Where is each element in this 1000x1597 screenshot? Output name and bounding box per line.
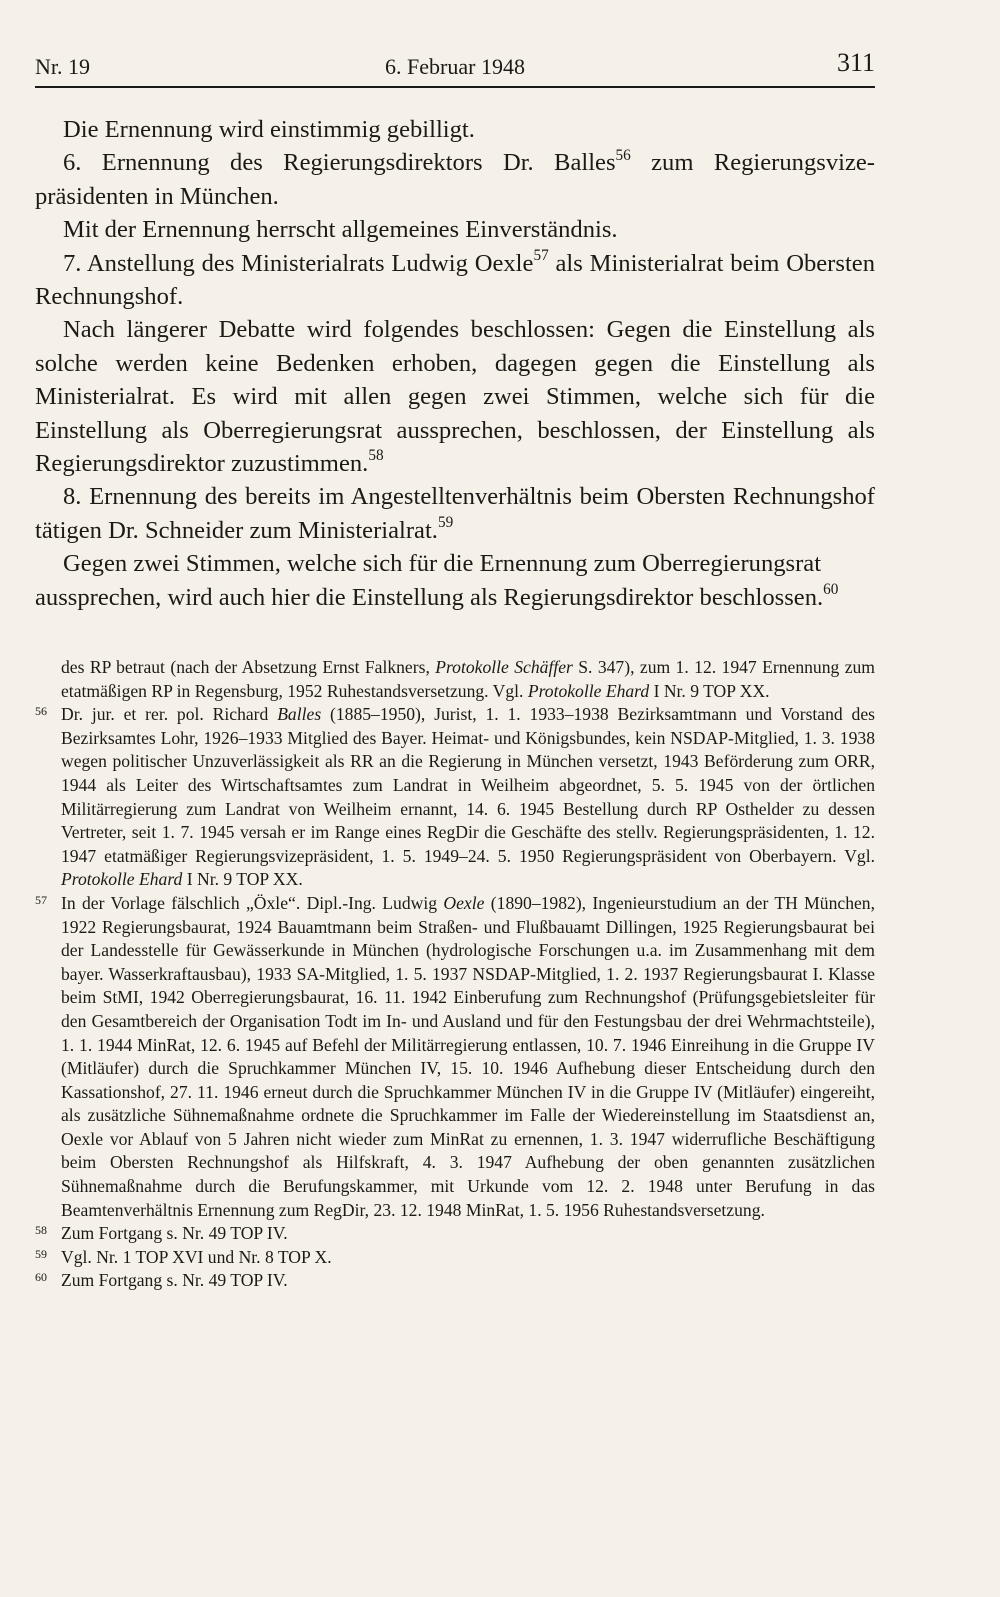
footnote-citation: Protokolle Schäffer — [435, 657, 573, 677]
paragraph-text: 8. Ernennung des bereits im Angestelltenverhältnis beim Obersten Rechnungshof tätigen Dr. Schneider zum Ministerialrat. — [35, 483, 875, 544]
footnote-number: 60 — [35, 1270, 47, 1285]
paragraph-text: als Ministerialrat beim Obersten Rechnungshof. — [35, 249, 875, 311]
main-text — [35, 113, 875, 614]
footnote-text: Dr. jur. et rer. pol. Richard — [61, 704, 278, 725]
header-rule — [35, 86, 875, 88]
document-page — [35, 0, 875, 1597]
paragraph — [35, 113, 875, 146]
footnote-ref[interactable]: 58 — [368, 447, 384, 465]
footnote-number: 58 — [35, 1223, 47, 1238]
footnote-57 — [35, 892, 875, 1222]
paragraph-text: Nach längerer Debatte wird folgendes beschlossen: Gegen die Einstellung als solche werden keine Bedenken erhoben, dagegen gegen die Einstellung als Ministerialrat. Es wird mit allen gegen zwei Stimmen, welche sich für die Einstellung als Oberregierungsrat aussprechen, beschlossen, der Einstellung als Regierungsdirektor zuzustimmen. — [35, 316, 875, 478]
paragraph — [35, 247, 875, 314]
footnote-59 — [35, 1246, 875, 1270]
footnotes — [35, 656, 875, 1293]
footnote-number: 57 — [35, 892, 47, 907]
footnote-text: des RP betraut (nach der Absetzung Ernst Falkners, — [61, 657, 436, 677]
footnote-text: (1885–1950), Jurist, 1. 1. 1933–1938 Bezirksamtmann und Vorstand des Bezirksamtes Lohr, 1926–1933 Mitglied des Bayer. Heimat- und Königsbundes, kein NSDAP-Mitglied, 1. 3. 1938 wegen politischer Unzuverlässigkeit als RR an die Regierung in München versetzt, 1943 Beförderung zum ORR, 1944 als Leiter des Wirtschaftsamtes zum Landrat in Weilheim abgeordnet, 5. 5. 1945 von der örtlichen Militärregierung zum Landrat von Weilheim ernannt, 14. 6. 1945 Bestellung durch RP Osthelder zu dessen Vertreter, seit 1. 7. 1945 versah er im Range eines RegDir die Geschäfte des stellv. Regierungspräsidenten, 1. 12. 1947 etatmäßiger Regierungsvizepräsident, 1. 5. 1949–24. 5. 1950 Regierungspräsident von Oberbayern. Vgl. — [61, 704, 875, 866]
footnote-name: Oexle — [443, 892, 485, 913]
footnote-text: In der Vorlage fälschlich „Öxle“. Dipl.-Ing. Ludwig — [61, 892, 444, 913]
footnote-56 — [35, 703, 875, 892]
footnote-number: 56 — [35, 704, 47, 719]
running-head — [35, 48, 875, 82]
footnote-text: Vgl. Nr. 1 TOP XVI und Nr. 8 TOP X. — [61, 1246, 332, 1267]
footnote-text: S. 347), zum 1. 12. 1947 Ernennung zum etatmäßigen RP in Regensburg, 1952 Ruhestandsversetzung. Vgl. — [61, 657, 875, 701]
paragraph — [35, 547, 875, 614]
paragraph — [35, 146, 875, 213]
footnote-text: Zum Fortgang s. Nr. 49 TOP IV. — [61, 1223, 288, 1244]
footnote-number: 59 — [35, 1246, 47, 1261]
paragraph — [35, 213, 875, 246]
footnote-ref[interactable]: 60 — [823, 580, 839, 598]
document-date: 6. Februar 1948 — [385, 54, 525, 79]
footnote-citation: Protokolle Ehard — [527, 680, 650, 701]
footnote-text: I Nr. 9 TOP XX. — [649, 680, 770, 701]
footnote-ref[interactable]: 56 — [615, 146, 631, 164]
document-number: Nr. 19 — [35, 54, 90, 79]
footnote-citation: Protokolle Ehard — [61, 869, 183, 890]
footnote-text: (1890–1982), Ingenieurstudium an der TH München, 1922 Regierungsbaurat, 1924 Bauamtmann beim Straßen- und Flußbauamt Dillingen, 1925 Regierungsbaurat bei der Landesstelle für Gewässerkunde in München (hydrologische Forschungen u.a. im Zusammenhang mit dem bayer. Wasserkraftausbau), 1933 SA-Mitglied, 1. 5. 1937 NSDAP-Mitglied, 1. 2. 1937 Regierungsbaurat I. Klasse beim StMI, 1942 Oberregierungsbaurat, 16. 11. 1942 Einberufung zum Rechnungshof (Prüfungsgebietsleiter für den Gesamtbereich der Organisation Todt im In- und Ausland und für den Festungsbau der drei Wehrmachtsteile), 1. 1. 1944 MinRat, 12. 6. 1945 auf Befehl der Militärregierung entlassen, 10. 7. 1946 Einreihung in die Gruppe IV (Mitläufer) durch die Spruchkammer München IV, 15. 10. 1946 Aufhebung dieser Entscheidung durch den Kassationshof, 27. 11. 1946 erneut durch die Spruchkammer München IV in die Gruppe IV (Mitläufer) eingereiht, als zusätzliche Sühnemaßnahme ordnete die Spruchkammer im Falle der Wiedereinstellung im Staatsdienst an, Oexle vor Ablauf von 5 Jahren nicht wieder zum MinRat zu ernennen, 1. 3. 1947 widerrufliche Beschäftigung beim Obersten Rechnungshof als Hilfskraft, 4. 3. 1947 Aufhebung der oben genannten zusätzlichen Sühnemaßnahme durch die Berufungskammer, mit Urkunde vom 12. 2. 1948 unter Berufung in das Beamtenverhältnis Ernennung zum RegDir, 23. 12. 1948 MinRat, 1. 5. 1956 Ruhestandsversetzung. — [61, 892, 876, 1220]
paragraph-text: 6. Ernennung des Regierungsdirektors Dr. Balles — [63, 149, 616, 177]
footnote-ref[interactable]: 57 — [533, 246, 549, 264]
paragraph-text: Die Ernennung wird einstimmig gebilligt. — [63, 116, 475, 143]
footnote-text: Zum Fortgang s. Nr. 49 TOP IV. — [61, 1270, 288, 1291]
footnote-continuation — [35, 656, 875, 703]
paragraph-text: Mit der Ernennung herrscht allgemeines Einverständnis. — [63, 216, 618, 244]
paragraph — [35, 313, 875, 480]
paragraph-text: Gegen zwei Stimmen, welche sich für die Ernennung zum Oberregierungsrat aussprechen, wird auch hier die Einstellung als Regierungsdirektor beschlossen. — [35, 550, 824, 611]
footnote-58 — [35, 1222, 875, 1246]
paragraph-text: 7. Anstellung des Ministerialrats Ludwig Oexle — [63, 249, 534, 277]
footnote-text: I Nr. 9 TOP XX. — [182, 869, 303, 890]
footnote-60 — [35, 1269, 875, 1293]
footnote-name: Balles — [277, 704, 322, 725]
paragraph — [35, 480, 875, 547]
paragraph-text: zum Regierungsvizepräsidenten in München. — [35, 149, 875, 210]
footnote-ref[interactable]: 59 — [437, 514, 454, 532]
page-number: 311 — [836, 48, 875, 77]
